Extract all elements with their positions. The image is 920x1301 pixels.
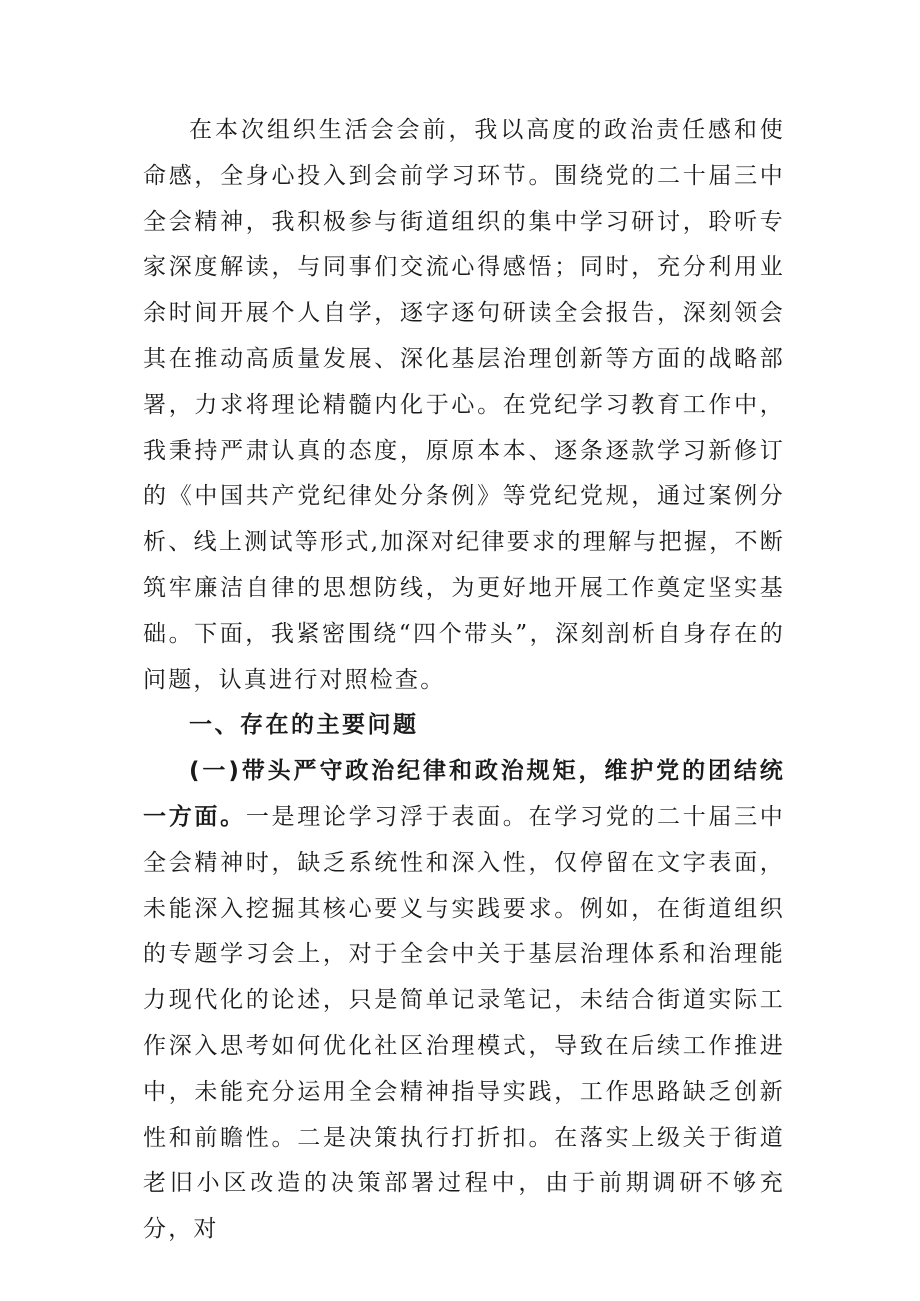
subsection-paragraph	[143, 749, 785, 1253]
document-body	[143, 108, 785, 1253]
section-heading: 一、存在的主要问题	[189, 712, 419, 739]
subsection-title: (一)带头严守政治纪律和政治规矩，维护党的团结统一方面。	[143, 758, 785, 830]
subsection-body: 一是理论学习浮于表面。在学习党的二十届三中全会精神时，缺乏系统性和深入性，仅停留在文字表面，未能深入挖掘其核心要义与实践要求。例如，在街道组织的专题学习会上，对于全会中关于基层治理体系和治理能力现代化的论述，只是简单记录笔记，未结合街道实际工作深入思考如何优化社区治理模式，导致在后续工作推进中，未能充分运用全会精神指导实践，工作思路缺乏创新性和前瞻性。二是决策执行打折扣。在落实上级关于街道老旧小区改造的决策部署过程中，由于前期调研不够充分，对	[143, 803, 785, 1243]
intro-paragraph: 在本次组织生活会会前，我以高度的政治责任感和使命感，全身心投入到会前学习环节。围绕党的二十届三中全会精神，我积极参与街道组织的集中学习研讨，聆听专家深度解读，与同事们交流心得感悟；同时，充分利用业余时间开展个人自学，逐字逐句研读全会报告，深刻领会其在推动高质量发展、深化基层治理创新等方面的战略部署，力求将理论精髓内化于心。在党纪学习教育工作中，我秉持严肃认真的态度，原原本本、逐条逐款学习新修订的《中国共产党纪律处分条例》等党纪党规，通过案例分析、线上测试等形式,加深对纪律要求的理解与把握，不断筑牢廉洁自律的思想防线，为更好地开展工作奠定坚实基础。下面，我紧密围绕“四个带头”，深刻剖析自身存在的问题，认真进行对照检查。	[143, 117, 785, 693]
